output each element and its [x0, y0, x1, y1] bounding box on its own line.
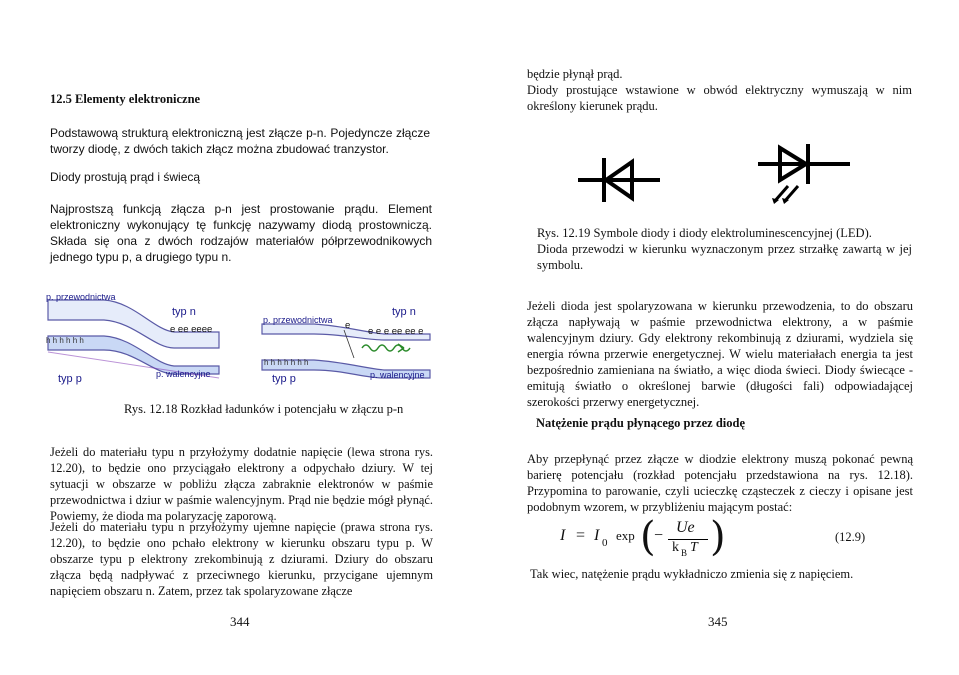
led-icon	[758, 144, 850, 204]
diode-symbols-figure	[570, 140, 890, 220]
figure-caption-12-18: Rys. 12.18 Rozkład ładunków i potencjału w złączu p-n	[124, 402, 404, 416]
paragraph-final: Tak wiec, natężenie prądu wykładniczo zmienia się z napięciem.	[530, 567, 854, 581]
formula-denominator-t: T	[690, 540, 698, 555]
page-number-left: 344	[230, 614, 250, 629]
formula-eq: =	[576, 527, 586, 544]
left-conduction-label: p. przewodnictwa	[46, 292, 116, 302]
formula-denominator-k: k	[672, 540, 679, 555]
formula-12-9	[560, 514, 880, 561]
right-free-electron: e	[345, 320, 351, 331]
paragraph-reverse-bias: Jeżeli do materiału typu n przyłożymy dodatnie napięcie (lewa strona rys. 12.20), to będzie ono przyciągało elektrony a odpychało dziury. W tej sytuacji w obszarze w pobliżu złącza zabraknie elektronów w paśmie przewodnictwa i dziur w paśmie walencyjnym. Prąd nie będzie mógł płynąć. Powiemy, że dioda ma polaryzację zaporową.	[50, 445, 433, 523]
formula-exp: exp	[616, 528, 635, 543]
paragraph-led: Jeżeli dioda jest spolaryzowana w kierunku przewodzenia, to do obszaru złącza napływają w paśmie przewodnictwa elektrony, a w paśmie walencyjnym dziury. Gdy elektrony rekombinują z dziurami, wydziela się energia równa przerwie energetycznej. W wielu materiałach energia ta jest bezpośrednio zamieniana na światło, a więc dioda świeci. Diody świecące - emitują światło o określonej barwie (długości fali) odpowiadającej szerokości przerwy energetycznej.	[527, 299, 913, 409]
diode-icon	[578, 158, 660, 202]
right-electrons: e e e ee ee e	[368, 326, 424, 337]
figure-caption-12-19-desc: Dioda przewodzi w kierunku wyznaczonym przez strzałkę zawartą w jej symbolu.	[537, 242, 912, 272]
pn-junction-figure	[44, 290, 436, 400]
formula-lhs: I	[560, 527, 566, 544]
paragraph-intro: Podstawową strukturą elektroniczną jest złącze p-n. Pojedyncze złącze tworzy diodę, z dwóch takich złącz można zbudować tranzystor.	[50, 126, 430, 156]
formula-i0: I	[594, 527, 600, 544]
right-valence-label: p. walencyjne	[370, 370, 425, 380]
figure-caption-12-19: Rys. 12.19 Symbole diody i diody elektroluminescencyjnej (LED).	[537, 226, 872, 240]
left-type-n-label: typ n	[172, 306, 196, 318]
formula-close-paren: )	[710, 514, 726, 560]
page-number-right: 345	[708, 614, 728, 629]
right-conduction-label: p. przewodnictwa	[263, 315, 333, 325]
left-holes: h h h h h h	[46, 336, 84, 345]
paragraph-top-1: będzie płynął prąd.	[527, 67, 623, 81]
section-title: 12.5 Elementy elektroniczne	[50, 92, 201, 106]
paragraph-forward-bias: Jeżeli do materiału typu n przyłożymy ujemne napięcie (prawa strona rys. 12.20), to będzie ono pchało elektrony w kierunku obszaru typu p. W obszarze typu p elektrony zrekombinują z dziurami. Dziury do obszaru złącza będą nadpływać z przeciwnego kierunku, przycigane ujemnym napięciem obszaru n. Zatem, przez tak spolaryzowane złącze	[50, 520, 433, 598]
paragraph-current: Aby przepłynąć przez złącze w diodzie elektrony muszą pokonać pewną barierę potencjału (rozkład potencjału przedstawiona na rys. 12.18). Przypomina to parowanie, czyli ucieczkę cząsteczek z cieczy i opisane jest podobnym wzorem, w przybliżeniu mającym postać:	[527, 452, 913, 514]
formula-number: (12.9)	[835, 530, 866, 544]
subsection-title-diodes: Diody prostują prąd i świecą	[50, 170, 201, 184]
formula-open-paren: (	[640, 514, 656, 560]
left-electrons: e ee eeee	[170, 324, 213, 335]
right-type-p-label: typ p	[272, 373, 296, 385]
paragraph-top-2: Diody prostujące wstawione w obwód elektryczny wymuszają w nim określony kierunek prądu.	[527, 83, 912, 113]
formula-denominator-sub: B	[681, 548, 688, 558]
right-holes: h h h h h h h	[264, 358, 309, 367]
paragraph-rectification: Najprostszą funkcją złącza p-n jest prostowanie prądu. Element elektroniczny wykonujący tę funkcję nazywamy diodą prostowniczą. Składa się ona z dwóch rodzajów materiałów półprzewodnikowych jednego typu p, a drugiego typu n.	[50, 202, 432, 264]
formula-i0-sub: 0	[602, 537, 608, 549]
left-type-p-label: typ p	[58, 373, 82, 385]
subsection-title-current: Natężenie prądu płynącego przez diodę	[536, 416, 746, 430]
right-type-n-label: typ n	[392, 306, 416, 318]
left-valence-label: p. walencyjne	[156, 369, 211, 379]
formula-minus: −	[654, 527, 664, 544]
photon-arrow-icon	[398, 344, 404, 352]
formula-numerator: Ue	[676, 519, 695, 536]
